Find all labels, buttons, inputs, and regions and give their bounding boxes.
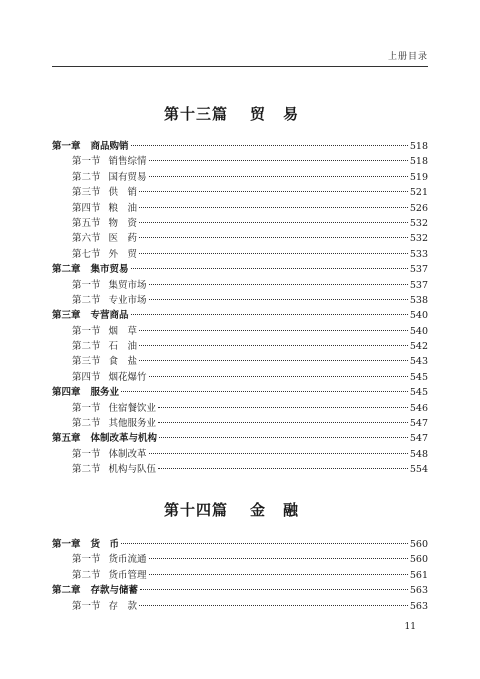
- entry-title: 销售综情: [108, 156, 147, 168]
- entry-title: 体制改革与机构: [90, 433, 158, 445]
- page-number: 11: [404, 622, 416, 632]
- entry-page-number: 545: [409, 387, 428, 399]
- entry-number: 第四章: [52, 387, 81, 399]
- dot-leader: [131, 144, 408, 146]
- entry-page-number: 537: [409, 279, 428, 291]
- entry-title: 物 资: [108, 217, 138, 229]
- entry-title: 供 销: [108, 187, 138, 199]
- entry-title: 粮 油: [108, 202, 138, 214]
- toc-section-entry[interactable]: [52, 154, 428, 169]
- entry-title: 国有贸易: [108, 171, 147, 183]
- entry-number: 第二节: [72, 294, 101, 306]
- part-label: 第十四篇: [163, 501, 228, 519]
- entry-number: 第一节: [72, 448, 101, 460]
- toc-chapter-entry[interactable]: [52, 431, 428, 446]
- entry-number: 第一节: [72, 279, 101, 291]
- dot-leader: [149, 452, 408, 454]
- dot-leader: [149, 557, 408, 559]
- toc-section-entry[interactable]: [52, 552, 428, 567]
- entry-title: 住宿餐饮业: [108, 402, 157, 414]
- entry-page-number: 560: [409, 539, 428, 550]
- toc-section-entry[interactable]: [52, 447, 428, 462]
- dot-leader: [158, 406, 408, 408]
- dot-leader: [158, 421, 408, 423]
- toc-chapter-entry[interactable]: [52, 139, 428, 154]
- dot-leader: [149, 298, 408, 300]
- toc-list-part-13: [52, 139, 428, 478]
- dot-leader: [149, 573, 408, 575]
- entry-number: 第四节: [72, 202, 101, 214]
- entry-page-number: 547: [409, 433, 428, 445]
- dot-leader: [131, 313, 408, 315]
- entry-number: 第六节: [72, 233, 101, 245]
- toc-chapter-entry[interactable]: [52, 583, 428, 598]
- entry-title: 外 贸: [108, 248, 138, 260]
- entry-page-number: 543: [409, 356, 428, 368]
- part-label: 第十三篇: [163, 105, 228, 123]
- entry-number: 第一节: [72, 325, 101, 337]
- toc-section-entry[interactable]: [52, 293, 428, 308]
- entry-number: 第二节: [72, 341, 101, 353]
- entry-page-number: 538: [409, 294, 428, 306]
- dot-leader: [121, 390, 408, 392]
- entry-number: 第三章: [52, 310, 81, 322]
- entry-page-number: 560: [409, 554, 428, 566]
- toc-section-entry[interactable]: [52, 354, 428, 369]
- toc-section-entry[interactable]: [52, 201, 428, 216]
- entry-title: 集市贸易: [90, 264, 129, 276]
- entry-number: 第二节: [72, 464, 101, 476]
- entry-page-number: 518: [409, 156, 428, 168]
- entry-title: 存款与储蓄: [90, 585, 139, 597]
- entry-number: 第二节: [72, 171, 101, 183]
- dot-leader: [121, 542, 408, 544]
- entry-page-number: 519: [409, 171, 428, 183]
- part-title-14: [0, 499, 480, 520]
- dot-leader: [139, 190, 408, 192]
- toc-section-entry[interactable]: [52, 185, 428, 200]
- toc-section-entry[interactable]: [52, 568, 428, 583]
- toc-section-entry[interactable]: [52, 170, 428, 185]
- toc-section-entry[interactable]: [52, 339, 428, 354]
- running-title: 上册目录: [387, 52, 428, 62]
- entry-page-number: 526: [409, 202, 428, 214]
- entry-page-number: 540: [409, 325, 428, 337]
- part-subject: 金融: [250, 501, 317, 519]
- dot-leader: [139, 604, 408, 606]
- entry-title: 货币流通: [108, 554, 147, 566]
- dot-leader: [158, 467, 408, 469]
- toc-chapter-entry[interactable]: [52, 308, 428, 323]
- entry-title: 商品购销: [90, 141, 129, 152]
- entry-page-number: 518: [409, 141, 428, 152]
- entry-number: 第五节: [72, 217, 101, 229]
- entry-number: 第二节: [72, 418, 101, 430]
- dot-leader: [139, 252, 408, 254]
- entry-title: 医 药: [108, 233, 138, 245]
- entry-number: 第一节: [72, 402, 101, 414]
- entry-title: 专业市场: [108, 294, 147, 306]
- dot-leader: [139, 329, 408, 331]
- toc-chapter-entry[interactable]: [52, 385, 428, 400]
- dot-leader: [149, 283, 408, 285]
- entry-title: 烟 草: [108, 325, 138, 337]
- entry-page-number: 548: [409, 448, 428, 460]
- entry-page-number: 532: [409, 217, 428, 229]
- entry-number: 第四节: [72, 371, 101, 383]
- toc-section-entry[interactable]: [52, 231, 428, 246]
- entry-page-number: 563: [409, 600, 428, 612]
- entry-page-number: 537: [409, 264, 428, 276]
- part-subject: 贸易: [250, 105, 317, 123]
- entry-title: 专营商品: [90, 310, 129, 322]
- dot-leader: [139, 206, 408, 208]
- entry-title: 体制改革: [108, 448, 147, 460]
- toc-chapter-entry[interactable]: [52, 537, 428, 552]
- dot-leader: [139, 344, 408, 346]
- toc-section-entry[interactable]: [52, 247, 428, 262]
- entry-number: 第二节: [72, 569, 101, 581]
- entry-page-number: 547: [409, 418, 428, 430]
- entry-number: 第一节: [72, 554, 101, 566]
- entry-page-number: 545: [409, 371, 428, 383]
- entry-number: 第一章: [52, 539, 81, 550]
- dot-leader: [139, 221, 408, 223]
- entry-title: 石 油: [108, 341, 138, 353]
- entry-number: 第一节: [72, 600, 101, 612]
- toc-chapter-entry[interactable]: [52, 262, 428, 277]
- dot-leader: [149, 159, 408, 161]
- entry-title: 货 币: [90, 539, 120, 550]
- dot-leader: [149, 175, 408, 177]
- dot-leader: [140, 588, 408, 590]
- toc-section-entry[interactable]: [52, 216, 428, 231]
- dot-leader: [139, 236, 408, 238]
- toc-section-entry[interactable]: [52, 599, 428, 614]
- toc-section-entry[interactable]: [52, 416, 428, 431]
- entry-page-number: 563: [409, 585, 428, 597]
- toc-section-entry[interactable]: [52, 324, 428, 339]
- toc-section-entry[interactable]: [52, 370, 428, 385]
- dot-leader: [149, 375, 408, 377]
- entry-number: 第二章: [52, 264, 81, 276]
- entry-page-number: 540: [409, 310, 428, 322]
- entry-title: 其他服务业: [108, 418, 157, 430]
- entry-page-number: 542: [409, 341, 428, 353]
- entry-page-number: 554: [409, 464, 428, 476]
- toc-section-entry[interactable]: [52, 401, 428, 416]
- dot-leader: [131, 267, 408, 269]
- entry-page-number: 533: [409, 248, 428, 260]
- dot-leader: [139, 359, 408, 361]
- entry-number: 第七节: [72, 248, 101, 260]
- running-header: [52, 50, 428, 67]
- entry-title: 集贸市场: [108, 279, 147, 291]
- entry-title: 货币管理: [108, 569, 147, 581]
- toc-list-part-14: [52, 537, 428, 614]
- entry-title: 存 款: [108, 600, 138, 612]
- entry-title: 机构与队伍: [108, 464, 157, 476]
- entry-page-number: 521: [409, 187, 428, 199]
- entry-number: 第一节: [72, 156, 101, 168]
- entry-page-number: 561: [409, 569, 428, 581]
- entry-number: 第三节: [72, 187, 101, 199]
- entry-title: 烟花爆竹: [108, 371, 147, 383]
- entry-title: 食 盐: [108, 356, 138, 368]
- entry-number: 第五章: [52, 433, 81, 445]
- entry-page-number: 546: [409, 402, 428, 414]
- entry-number: 第三节: [72, 356, 101, 368]
- entry-number: 第二章: [52, 585, 81, 597]
- toc-section-entry[interactable]: [52, 462, 428, 477]
- dot-leader: [159, 436, 408, 438]
- part-title-13: [0, 103, 480, 124]
- toc-section-entry[interactable]: [52, 278, 428, 293]
- entry-number: 第一章: [52, 141, 81, 152]
- entry-page-number: 532: [409, 233, 428, 245]
- entry-title: 服务业: [90, 387, 120, 399]
